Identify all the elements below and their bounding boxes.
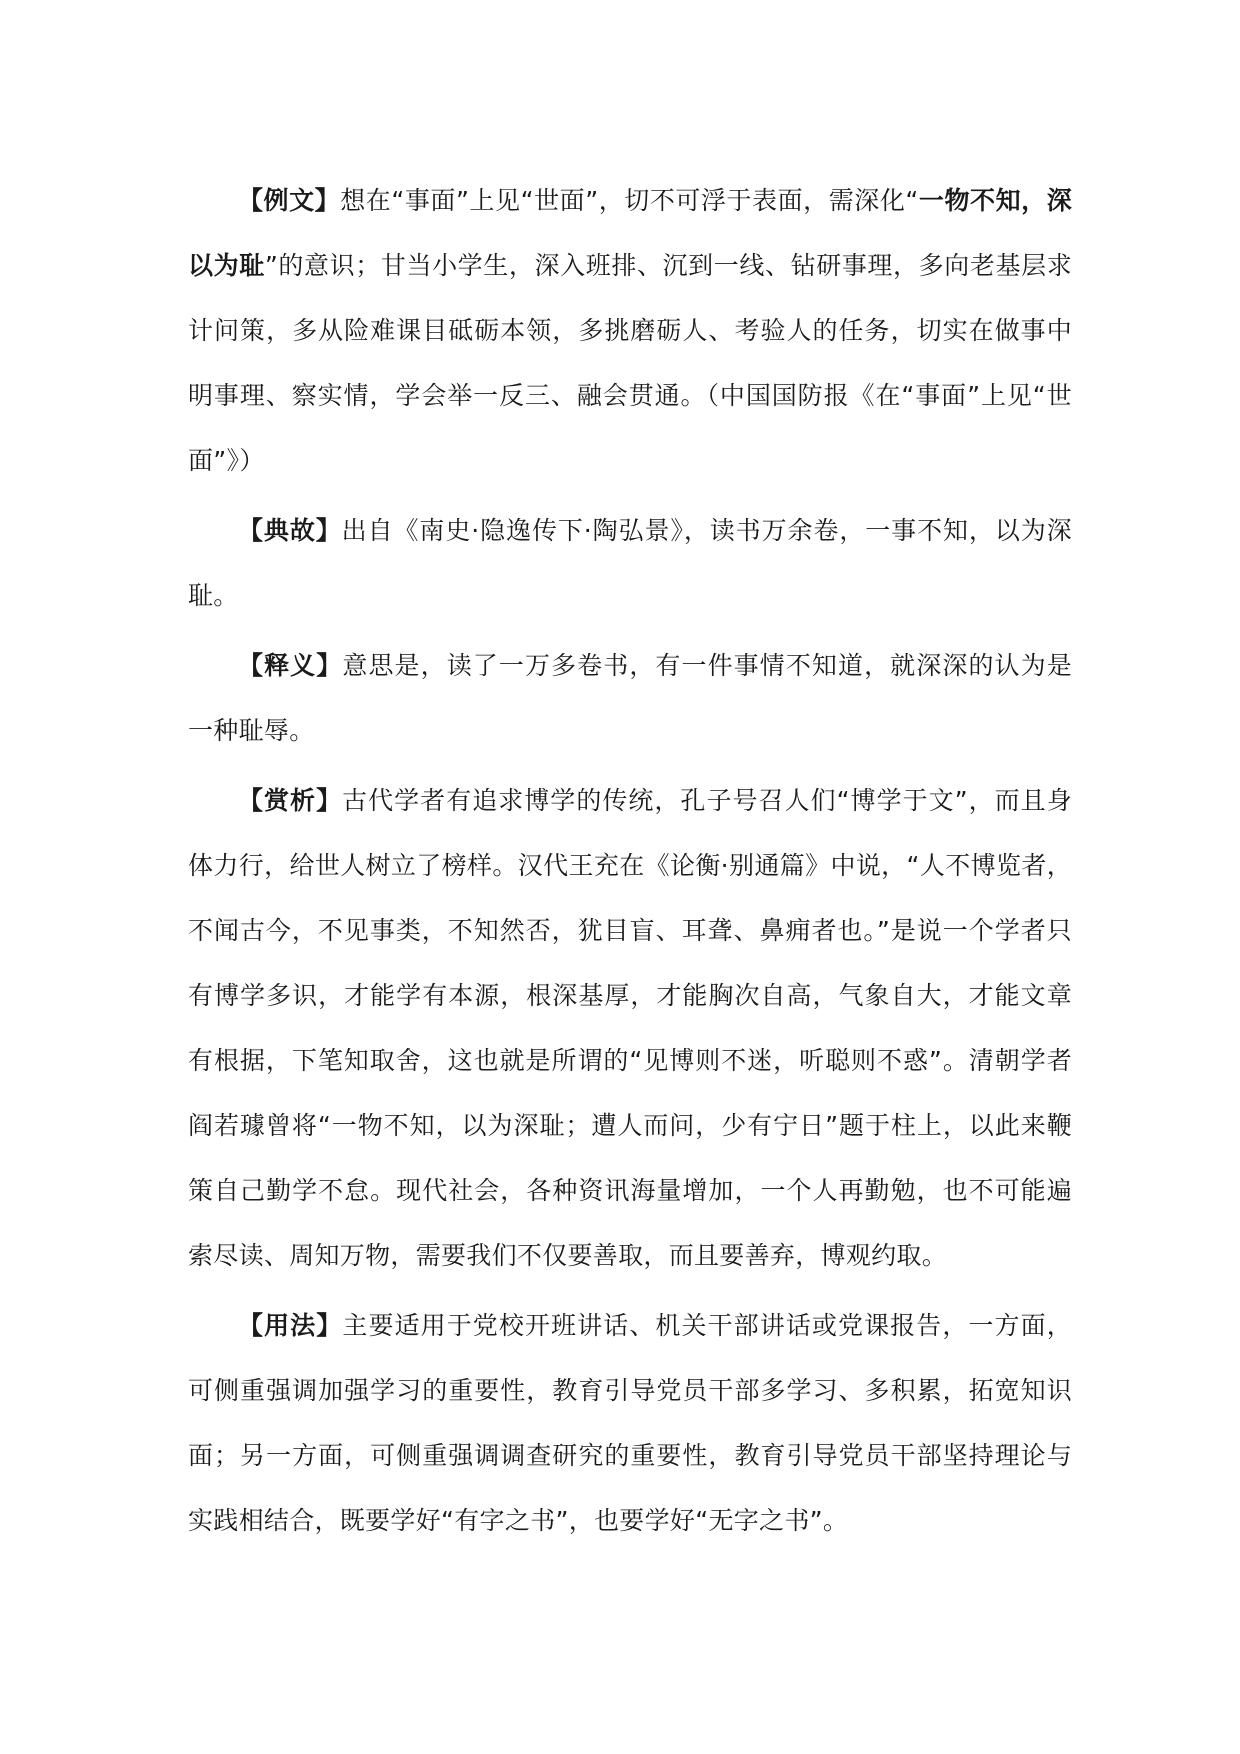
example-text-end: ”的意识；甘当小学生，深入班排、沉到一线、钻研事理，多向老基层求计问策，多从险难课目砥砺本领，多挑磨砺人、考验人的任务，切实在做事中明事理、察实情，学会举一反三、融会贯通。（中国国防报《在“事面”上见“世面”》） [188, 251, 1072, 475]
meaning-text: 意思是，读了一万多卷书，有一件事情不知道，就深深的认为是一种耻辱。 [188, 651, 1073, 745]
meaning-paragraph [188, 633, 1072, 763]
document-page [188, 168, 1072, 1558]
example-bold-quote: 一物不知，深以为耻 [188, 186, 1072, 280]
allusion-paragraph [188, 498, 1072, 628]
usage-tag: 【用法】 [238, 1311, 343, 1340]
appreciation-tag: 【赏析】 [238, 786, 343, 815]
allusion-tag: 【典故】 [238, 516, 342, 545]
usage-paragraph [188, 1293, 1072, 1553]
meaning-tag: 【释义】 [238, 651, 343, 680]
example-tag: 【例文】 [238, 186, 341, 215]
appreciation-text: 古代学者有追求博学的传统，孔子号召人们“博学于文”，而且身体力行，给世人树立了榜样。汉代王充在《论衡·别通篇》中说，“人不博览者，不闻古今，不见事类，不知然否，犹目盲、耳聋、鼻痈者也。”是说一个学者只有博学多识，才能学有本源，根深基厚，才能胸次自高，气象自大，才能文章有根据，下笔知取舍，这也就是所谓的“见博则不迷，听聪则不惑”。清朝学者阎若璩曾将“一物不知，以为深耻；遭人而问，少有宁日”题于柱上，以此来鞭策自己勤学不怠。现代社会，各种资讯海量增加，一个人再勤勉，也不可能遍索尽读、周知万物，需要我们不仅要善取，而且要善弃，博观约取。 [188, 786, 1073, 1270]
example-paragraph [188, 168, 1072, 493]
appreciation-paragraph [188, 768, 1072, 1288]
allusion-text: 出自《南史·隐逸传下·陶弘景》，读书万余卷，一事不知，以为深耻。 [188, 516, 1072, 610]
example-text-start: 想在“事面”上见“世面”，切不可浮于表面，需深化“ [340, 186, 919, 215]
usage-text: 主要适用于党校开班讲话、机关干部讲话或党课报告，一方面，可侧重强调加强学习的重要性，教育引导党员干部多学习、多积累，拓宽知识面；另一方面，可侧重强调调查研究的重要性，教育引导党员干部坚持理论与实践相结合，既要学好“有字之书”，也要学好“无字之书”。 [188, 1311, 1073, 1535]
